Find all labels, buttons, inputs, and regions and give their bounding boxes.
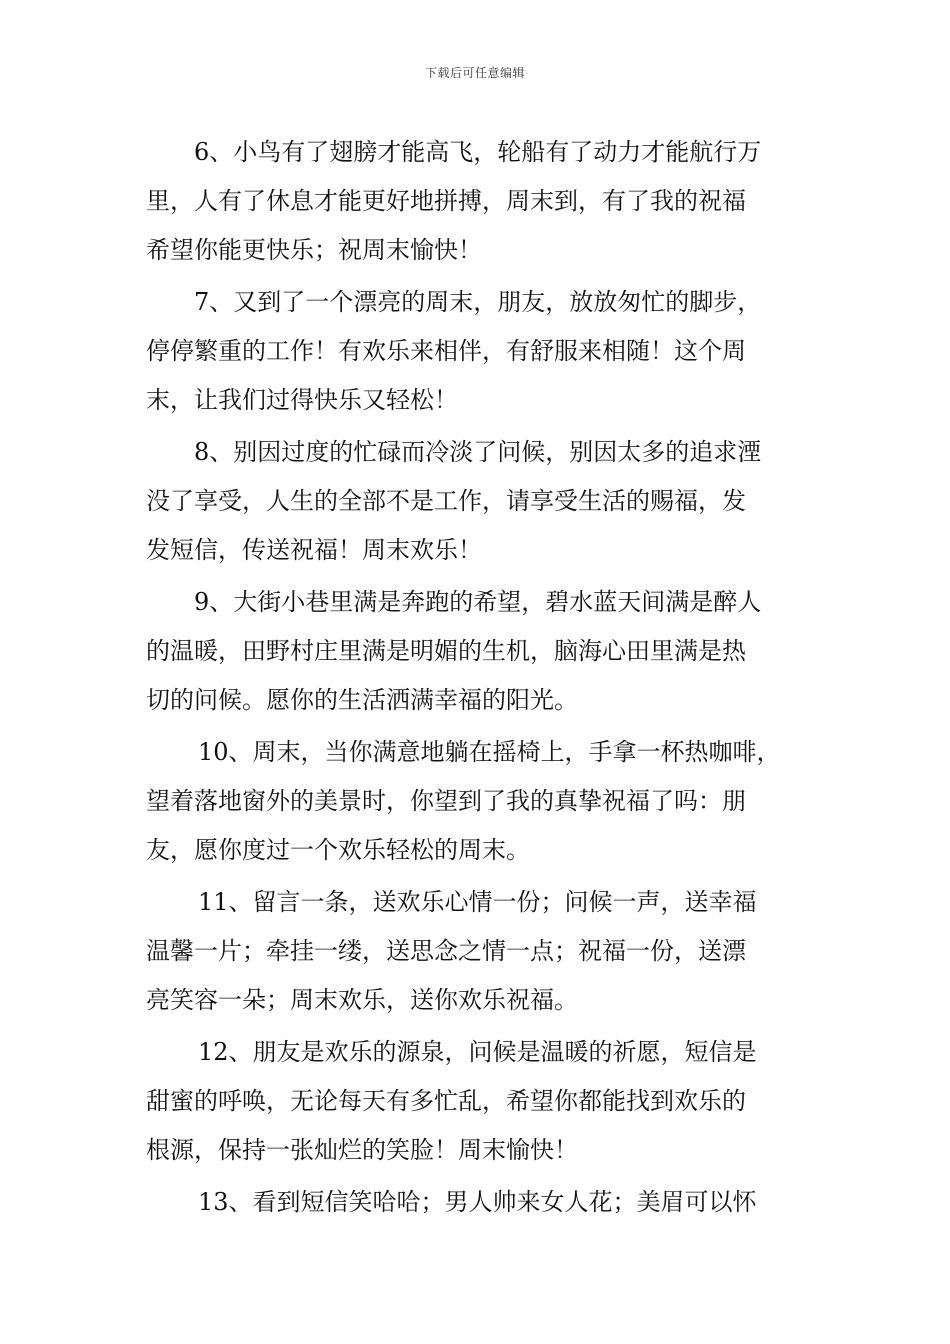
text-line: 希望你能更快乐；祝周末愉快！	[146, 236, 482, 264]
paragraph-10	[146, 728, 808, 875]
page-header: 下载后可任意编辑	[424, 66, 525, 80]
text-line: 停停繁重的工作！有欢乐来相伴，有舒服来相随！这个周	[146, 337, 746, 365]
text-line: 10、周末，当你满意地躺在摇椅上，手拿一杯热咖啡，	[198, 738, 781, 766]
text-line: 没了享受，人生的全部不是工作，请享受生活的赐福，发	[146, 487, 746, 515]
text-line: 7、又到了一个漂亮的周末，朋友，放放匆忙的脚步，	[194, 288, 762, 316]
text-line: 里，人有了休息才能更好地拼搏，周末到，有了我的祝福	[146, 187, 746, 215]
text-line: 9、大街小巷里满是奔跑的希望，碧水蓝天间满是醉人	[194, 588, 762, 616]
paragraph-6	[146, 128, 808, 275]
text-line: 8、别因过度的忙碌而冷淡了问候，别因太多的追求湮	[194, 438, 762, 466]
paragraph-11	[146, 878, 808, 1025]
text-line: 末，让我们过得快乐又轻松！	[146, 386, 458, 414]
text-line: 根源，保持一张灿烂的笑脸！周末愉快！	[146, 1136, 578, 1164]
text-line: 亮笑容一朵；周末欢乐，送你欢乐祝福。	[146, 986, 578, 1014]
text-line: 的温暖，田野村庄里满是明媚的生机，脑海心田里满是热	[146, 637, 746, 665]
text-line: 友，愿你度过一个欢乐轻松的周末。	[146, 836, 530, 864]
text-line: 12、朋友是欢乐的源泉，问候是温暖的祈愿，短信是	[198, 1038, 757, 1066]
text-line: 发短信，传送祝福！周末欢乐！	[146, 536, 482, 564]
paragraph-8	[146, 428, 808, 575]
text-line: 6、小鸟有了翅膀才能高飞，轮船有了动力才能航行万	[194, 138, 762, 166]
paragraph-12	[146, 1028, 808, 1175]
paragraph-9	[146, 578, 808, 725]
text-line: 11、留言一条，送欢乐心情一份；问候一声，送幸福	[198, 888, 757, 916]
text-line: 望着落地窗外的美景时，你望到了我的真挚祝福了吗：朋	[146, 787, 746, 815]
text-line: 甜蜜的呼唤，无论每天有多忙乱，希望你都能找到欢乐的	[146, 1087, 746, 1115]
text-line: 温馨一片；牵挂一缕，送思念之情一点；祝福一份，送漂	[146, 937, 746, 965]
text-line: 切的问候。愿你的生活洒满幸福的阳光。	[146, 686, 578, 714]
paragraph-13	[146, 1178, 808, 1227]
document-body	[146, 128, 808, 1230]
paragraph-7	[146, 278, 808, 425]
text-line: 13、看到短信笑哈哈；男人帅来女人花；美眉可以怀	[198, 1188, 757, 1216]
